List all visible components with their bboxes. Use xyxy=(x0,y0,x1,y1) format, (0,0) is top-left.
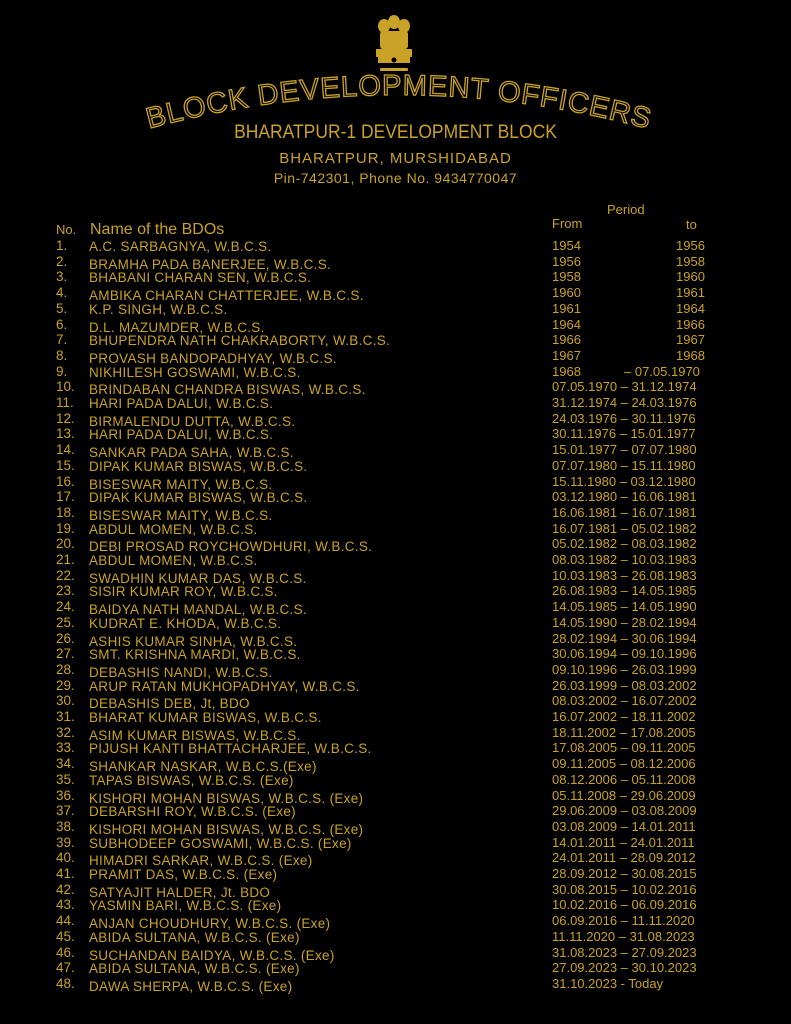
bdo-name: BISESWAR MAITY, W.B.C.S. xyxy=(89,507,273,523)
contact-info: Pin-742301, Phone No. 9434770047 xyxy=(273,170,518,186)
period-range: 10.03.1983 – 26.08.1983 xyxy=(552,567,697,583)
row-number: 42. xyxy=(56,881,75,897)
row-number: 4. xyxy=(56,285,68,301)
period-from: 1954 xyxy=(552,238,581,253)
bdo-name: AMBIKA CHARAN CHATTERJEE, W.B.C.S. xyxy=(89,288,364,304)
table-row xyxy=(56,897,746,913)
row-number: 8. xyxy=(56,347,68,363)
from-header: From xyxy=(552,216,583,231)
table-row xyxy=(56,269,746,285)
table-row xyxy=(56,426,746,442)
row-number: 14. xyxy=(56,442,75,458)
table-row xyxy=(56,285,746,304)
row-number: 18. xyxy=(56,504,75,520)
table-row xyxy=(56,960,746,976)
period-from: 1966 xyxy=(552,332,581,348)
row-number: 48. xyxy=(56,975,75,991)
row-number: 35. xyxy=(56,771,75,787)
period-range: 31.10.2023 - Today xyxy=(552,975,664,991)
table-row xyxy=(56,646,746,662)
bdo-name: ABIDA SULTANA, W.B.C.S. (Exe) xyxy=(89,929,300,945)
bdo-name: KUDRAT E. KHODA, W.B.C.S. xyxy=(89,615,282,631)
table-row xyxy=(56,819,746,835)
row-number: 23. xyxy=(56,583,75,599)
bdo-name: SATYAJIT HALDER, Jt. BDO xyxy=(89,884,271,900)
period-range: 08.03.1982 – 10.03.1983 xyxy=(552,552,697,567)
period-to: 1968 xyxy=(676,347,705,363)
row-number: 47. xyxy=(56,960,75,976)
table-row xyxy=(56,332,746,348)
table-row xyxy=(56,882,746,898)
bdo-name: BHABANI CHARAN SEN, W.B.C.S. xyxy=(89,270,312,286)
row-number: 19. xyxy=(56,520,75,536)
row-number: 46. xyxy=(56,944,75,960)
period-from: 1956 xyxy=(552,253,581,269)
row-number: 33. xyxy=(56,740,75,756)
period-range: 17.08.2005 – 09.11.2005 xyxy=(552,740,696,756)
bdo-name: SANKAR PADA SAHA, W.B.C.S. xyxy=(89,445,294,461)
period-range: 16.06.1981 – 16.07.1981 xyxy=(552,504,697,520)
bdo-name: KISHORI MOHAN BISWAS, W.B.C.S. (Exe) xyxy=(89,790,364,806)
row-number: 37. xyxy=(56,803,75,819)
row-number: 24. xyxy=(56,599,75,615)
period-from: 1964 xyxy=(552,316,581,332)
bdo-name: SWADHIN KUMAR DAS, W.B.C.S. xyxy=(89,570,307,586)
bdo-name: YASMIN BARI, W.B.C.S. (Exe) xyxy=(89,898,282,914)
bdo-name: ARUP RATAN MUKHOPADHYAY, W.B.C.S. xyxy=(89,678,360,694)
period-range: 14.05.1985 – 14.05.1990 xyxy=(552,599,697,615)
arc-title-text: BLOCK DEVELOPMENT OFFICERS xyxy=(142,69,656,136)
table-row xyxy=(56,317,746,333)
period-range: 24.03.1976 – 30.11.1976 xyxy=(552,410,696,426)
table-row xyxy=(56,803,746,819)
row-number: 10. xyxy=(56,379,75,395)
table-row xyxy=(56,835,746,851)
table-row xyxy=(56,411,746,427)
period-range: 31.08.2023 – 27.09.2023 xyxy=(552,944,697,960)
table-row xyxy=(56,489,746,505)
name-header: Name of the BDOs xyxy=(90,221,225,238)
row-number: 25. xyxy=(56,614,75,630)
row-number: 26. xyxy=(56,630,75,646)
period-range: 05.11.2008 – 29.06.2009 xyxy=(552,787,696,803)
bdo-name: DEBI PROSAD ROYCHOWDHURI, W.B.C.S. xyxy=(89,539,373,555)
row-number: 11. xyxy=(56,395,74,410)
row-number: 44. xyxy=(56,913,75,929)
table-row xyxy=(56,458,746,474)
table-row xyxy=(56,348,746,364)
bdo-name: ASIM KUMAR BISWAS, W.B.C.S. xyxy=(89,727,301,743)
period-from: 1968 xyxy=(552,363,581,379)
no-header: No. xyxy=(56,222,77,237)
period-from: 1958 xyxy=(552,269,581,285)
period-range: 07.07.1980 – 15.11.1980 xyxy=(552,457,696,473)
period-range: 27.09.2023 – 30.10.2023 xyxy=(552,960,697,976)
period-range: 07.05.1970 – 31.12.1974 xyxy=(552,379,697,395)
row-number: 16. xyxy=(56,473,75,489)
row-number: 1. xyxy=(56,238,68,253)
period-range: 09.10.1996 – 26.03.1999 xyxy=(552,661,697,677)
table-row xyxy=(56,693,746,712)
period-range: 30.08.2015 – 10.02.2016 xyxy=(552,881,697,897)
period-from: 1961 xyxy=(552,300,581,316)
period-range: 24.01.2011 – 28.09.2012 xyxy=(552,850,696,866)
bdo-name: NIKHILESH GOSWAMI, W.B.C.S. xyxy=(89,364,301,380)
table-row xyxy=(56,238,746,254)
bdo-name: DIPAK KUMAR BISWAS, W.B.C.S. xyxy=(89,458,308,474)
table-row xyxy=(56,929,746,945)
bdo-name: ASHIS KUMAR SINHA, W.B.C.S. xyxy=(89,633,298,649)
table-row xyxy=(56,662,746,678)
table-row xyxy=(56,772,746,788)
row-number: 2. xyxy=(56,253,68,269)
period-range: 10.02.2016 – 06.09.2016 xyxy=(552,897,697,913)
period-range: 16.07.2002 – 18.11.2002 xyxy=(552,709,696,724)
table-row xyxy=(56,945,746,961)
bdo-name: SMT. KRISHNA MARDI, W.B.C.S. xyxy=(89,647,301,663)
bdo-name: PRAMIT DAS, W.B.C.S. (Exe) xyxy=(89,867,278,882)
period-to: 1958 xyxy=(676,253,705,269)
row-number: 32. xyxy=(56,724,75,740)
table-row xyxy=(56,678,746,694)
bdo-name: ABIDA SULTANA, W.B.C.S. (Exe) xyxy=(89,961,300,977)
period-range: 26.03.1999 – 08.03.2002 xyxy=(552,677,697,693)
row-number: 36. xyxy=(56,787,75,803)
row-number: 22. xyxy=(56,567,75,583)
row-number: 31. xyxy=(56,709,75,724)
period-range: 11.11.2020 – 31.08.2023 xyxy=(552,928,695,944)
period-range: 09.11.2005 – 08.12.2006 xyxy=(552,756,696,772)
row-number: 9. xyxy=(56,363,68,379)
period-range: 31.12.1974 – 24.03.1976 xyxy=(552,395,697,410)
table-row xyxy=(56,254,746,270)
period-range: 05.02.1982 – 08.03.1982 xyxy=(552,536,697,552)
to-header: to xyxy=(686,217,697,232)
bdo-name: BHARAT KUMAR BISWAS, W.B.C.S. xyxy=(89,710,322,725)
period-to: 1956 xyxy=(676,238,705,253)
bdo-name: HARI PADA DALUI, W.B.C.S. xyxy=(89,396,274,411)
bdo-name: DEBARSHI ROY, W.B.C.S. (Exe) xyxy=(89,804,296,820)
row-number: 40. xyxy=(56,850,75,866)
period-range: 26.08.1983 – 14.05.1985 xyxy=(552,583,697,599)
table-row xyxy=(56,709,746,725)
block-name: BHARATPUR-1 DEVELOPMENT BLOCK xyxy=(234,122,557,143)
period-range: 29.06.2009 – 03.08.2009 xyxy=(552,803,697,819)
bdo-name: BISESWAR MAITY, W.B.C.S. xyxy=(89,476,273,492)
period-from: 1967 xyxy=(552,347,581,363)
row-number: 28. xyxy=(56,661,75,677)
bdo-name: ABDUL MOMEN, W.B.C.S. xyxy=(89,553,258,568)
period-range: 08.03.2002 – 16.07.2002 xyxy=(552,693,697,709)
period-range: 15.01.1977 – 07.07.1980 xyxy=(552,442,697,458)
period-range: 03.08.2009 – 14.01.2011 xyxy=(552,818,696,834)
period-to: 1964 xyxy=(676,300,705,316)
table-row xyxy=(56,740,746,756)
row-number: 7. xyxy=(56,332,68,348)
table-row xyxy=(56,395,746,411)
bdo-name: D.L. MAZUMDER, W.B.C.S. xyxy=(89,319,265,335)
row-number: 21. xyxy=(56,552,75,567)
table-row xyxy=(56,568,746,584)
bdo-name: KISHORI MOHAN BISWAS, W.B.C.S. (Exe) xyxy=(89,821,364,837)
period-range: 08.12.2006 – 05.11.2008 xyxy=(552,771,696,787)
bdo-name: HARI PADA DALUI, W.B.C.S. xyxy=(89,427,274,443)
period-range: 16.07.1981 – 05.02.1982 xyxy=(552,520,697,536)
period-to: 1967 xyxy=(676,332,705,348)
period-to: 1966 xyxy=(676,316,705,332)
bdo-name: TAPAS BISWAS, W.B.C.S. (Exe) xyxy=(89,772,294,788)
row-number: 29. xyxy=(56,677,75,693)
period-range: 18.11.2002 – 17.08.2005 xyxy=(552,724,696,740)
bdo-name: DIPAK KUMAR BISWAS, W.B.C.S. xyxy=(89,490,308,506)
period-range: 03.12.1980 – 16.06.1981 xyxy=(552,489,697,505)
table-row xyxy=(56,788,746,804)
bdo-name: ANJAN CHOUDHURY, W.B.C.S. (Exe) xyxy=(89,916,331,932)
row-number: 15. xyxy=(56,457,75,473)
period-range: 14.01.2011 – 24.01.2011 xyxy=(552,834,695,850)
table-row xyxy=(56,505,746,521)
period-range: 28.09.2012 – 30.08.2015 xyxy=(552,866,697,881)
bdo-name: ABDUL MOMEN, W.B.C.S. xyxy=(89,521,258,537)
bdo-name: BIRMALENDU DUTTA, W.B.C.S. xyxy=(89,413,296,429)
bdo-name: BRINDABAN CHANDRA BISWAS, W.B.C.S. xyxy=(89,382,366,398)
table-row xyxy=(56,850,746,869)
table-row xyxy=(56,301,746,317)
bdo-name: SHANKAR NASKAR, W.B.C.S.(Exe) xyxy=(89,759,317,775)
table-row xyxy=(56,599,746,618)
row-number: 20. xyxy=(56,536,75,552)
row-number: 34. xyxy=(56,756,75,772)
period-range: 30.11.1976 – 15.01.1977 xyxy=(552,426,696,442)
table-row xyxy=(56,631,746,647)
bdo-name: SUBHODEEP GOSWAMI, W.B.C.S. (Exe) xyxy=(89,835,352,851)
period-to: 1961 xyxy=(676,285,705,301)
period-range: 30.06.1994 – 09.10.1996 xyxy=(552,646,697,662)
bdo-name: PROVASH BANDOPADHYAY, W.B.C.S. xyxy=(89,350,337,366)
address: BHARATPUR, MURSHIDABAD xyxy=(279,150,512,167)
period-range: 28.02.1994 – 30.06.1994 xyxy=(552,630,697,646)
bdo-name: BHUPENDRA NATH CHAKRABORTY, W.B.C.S. xyxy=(89,333,391,349)
bdo-name: PIJUSH KANTI BHATTACHARJEE, W.B.C.S. xyxy=(89,741,372,757)
row-number: 41. xyxy=(56,866,75,881)
row-number: 43. xyxy=(56,897,75,913)
table-row xyxy=(56,379,746,398)
period-range: 15.11.1980 – 03.12.1980 xyxy=(552,473,696,489)
table-row xyxy=(56,552,746,568)
period-header: Period xyxy=(607,202,645,217)
period-to: – 07.05.1970 xyxy=(624,363,700,379)
row-number: 30. xyxy=(56,693,75,709)
row-number: 5. xyxy=(56,300,68,316)
row-number: 6. xyxy=(56,316,68,332)
table-row xyxy=(56,913,746,932)
table-row xyxy=(56,866,746,882)
period-range: 14.05.1990 – 28.02.1994 xyxy=(552,614,697,630)
period-from: 1960 xyxy=(552,285,581,301)
table-row xyxy=(56,725,746,741)
row-number: 13. xyxy=(56,426,75,442)
table-row xyxy=(56,474,746,490)
bdo-name: DAWA SHERPA, W.B.C.S. (Exe) xyxy=(89,978,293,994)
table-row xyxy=(56,756,746,775)
table-row xyxy=(56,442,746,461)
table-row xyxy=(56,364,746,380)
row-number: 39. xyxy=(56,834,75,850)
bdo-name: BAIDYA NATH MANDAL, W.B.C.S. xyxy=(89,602,307,618)
row-number: 27. xyxy=(56,646,75,662)
table-row xyxy=(56,615,746,631)
row-number: 12. xyxy=(56,410,75,426)
row-number: 17. xyxy=(56,489,75,505)
bdo-name: K.P. SINGH, W.B.C.S. xyxy=(89,301,228,317)
table-row xyxy=(56,536,746,555)
bdo-name: HIMADRI SARKAR, W.B.C.S. (Exe) xyxy=(89,853,313,869)
row-number: 3. xyxy=(56,269,68,285)
bdo-name: BRAMHA PADA BANERJEE, W.B.C.S. xyxy=(89,256,332,272)
row-number: 45. xyxy=(56,928,75,944)
bdo-name: DEBASHIS NANDI, W.B.C.S. xyxy=(89,664,273,680)
bdo-name: SISIR KUMAR ROY, W.B.C.S. xyxy=(89,584,278,600)
period-to: 1960 xyxy=(676,269,705,285)
table-row xyxy=(56,976,746,992)
table-row xyxy=(56,583,746,599)
bdo-name: DEBASHIS DEB, Jt, BDO xyxy=(89,696,250,712)
period-range: 06.09.2016 – 11.11.2020 xyxy=(552,913,695,929)
bdo-name: A.C. SARBAGNYA, W.B.C.S. xyxy=(89,239,272,254)
row-number: 38. xyxy=(56,818,75,834)
table-row xyxy=(56,521,746,537)
bdo-name: SUCHANDAN BAIDYA, W.B.C.S. (Exe) xyxy=(89,947,335,963)
